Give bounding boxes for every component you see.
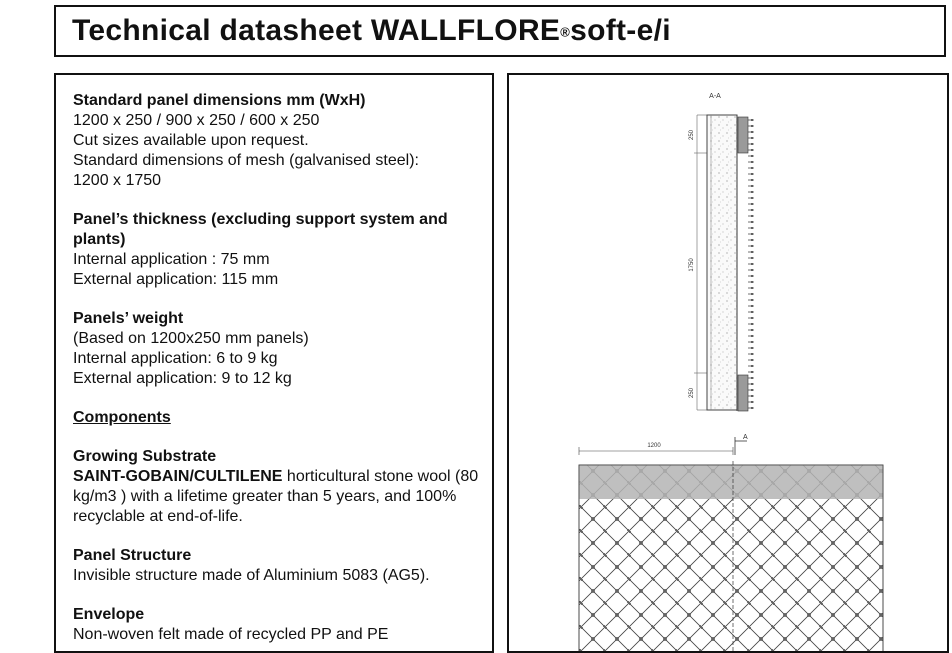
specs-panel bbox=[54, 73, 494, 653]
substrate-heading: Growing Substrate bbox=[73, 448, 217, 465]
structure-section bbox=[73, 546, 483, 586]
dimension-top: 250 bbox=[689, 129, 695, 141]
structure-heading: Panel Structure bbox=[73, 547, 192, 564]
substrate-text bbox=[73, 467, 483, 527]
drawing-panel bbox=[507, 73, 949, 653]
weight-line: External application: 9 to 12 kg bbox=[73, 370, 292, 387]
title-suffix: soft-e/i bbox=[570, 14, 671, 47]
dimensions-heading: Standard panel dimensions mm (WxH) bbox=[73, 92, 366, 109]
substrate-description: horticultural stone wool (80 kg/m3 ) with a lifetime greater than 5 years, and 100% recyclable at end-of-life. bbox=[73, 468, 479, 525]
components-section bbox=[73, 408, 483, 428]
specs-content bbox=[73, 91, 483, 653]
section-label: A-A bbox=[709, 93, 721, 100]
front-elevation-view bbox=[579, 434, 883, 651]
technical-drawing bbox=[509, 75, 947, 651]
title-main: Technical datasheet WALLFLORE bbox=[72, 14, 561, 47]
vertical-section-view bbox=[689, 115, 754, 411]
title-box bbox=[54, 5, 946, 57]
thickness-heading: Panel’s thickness (excluding support system and plants) bbox=[73, 211, 448, 248]
dimension-bottom: 250 bbox=[689, 387, 695, 399]
section-marker: A bbox=[743, 434, 748, 441]
dimensions-line: Cut sizes available upon request. bbox=[73, 132, 309, 149]
envelope-text: Non-woven felt made of recycled PP and PE bbox=[73, 626, 389, 643]
weight-line: (Based on 1200x250 mm panels) bbox=[73, 330, 309, 347]
thickness-line: Internal application : 75 mm bbox=[73, 251, 270, 268]
dimensions-line: 1200 x 1750 bbox=[73, 172, 162, 189]
thickness-section bbox=[73, 210, 483, 290]
envelope-heading: Envelope bbox=[73, 606, 145, 623]
registered-mark: ® bbox=[560, 24, 571, 40]
dimensions-line: 1200 x 250 / 900 x 250 / 600 x 250 bbox=[73, 112, 320, 129]
dimension-width: 1200 bbox=[647, 443, 661, 449]
substrate-section bbox=[73, 447, 483, 527]
structure-text: Invisible structure made of Aluminium 5083 (AG5). bbox=[73, 567, 430, 584]
weight-line: Internal application: 6 to 9 kg bbox=[73, 350, 278, 367]
page-title bbox=[72, 14, 671, 48]
dimensions-section bbox=[73, 91, 483, 191]
components-heading: Components bbox=[73, 409, 171, 426]
substrate-brand: SAINT-GOBAIN/CULTILENE bbox=[73, 468, 283, 485]
thickness-line: External application: 115 mm bbox=[73, 271, 279, 288]
dimension-middle: 1750 bbox=[689, 258, 695, 272]
dimensions-line: Standard dimensions of mesh (galvanised steel): bbox=[73, 152, 419, 169]
envelope-section bbox=[73, 605, 483, 645]
weight-heading: Panels’ weight bbox=[73, 310, 184, 327]
weight-section bbox=[73, 309, 483, 389]
